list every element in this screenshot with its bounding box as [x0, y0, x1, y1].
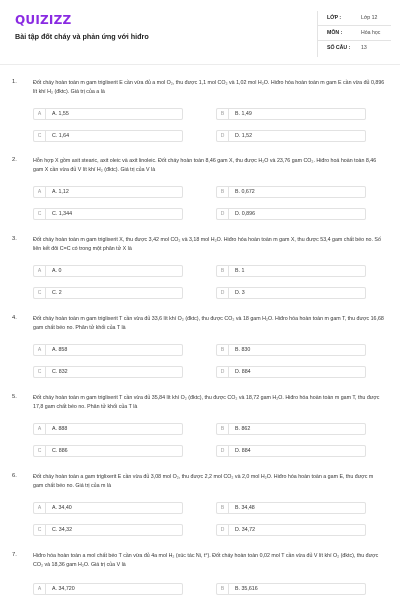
option-letter: A: [34, 109, 46, 119]
option-b[interactable]: [216, 186, 366, 198]
option-a[interactable]: [33, 502, 183, 514]
option-letter: D: [217, 288, 229, 298]
option-letter: B: [217, 109, 229, 119]
option-text: D. 884: [235, 448, 251, 454]
option-c[interactable]: [33, 524, 183, 536]
option-letter: C: [34, 367, 46, 377]
option-letter: D: [217, 446, 229, 456]
question-text: Hỗn hợp X gồm axit stearic, axit oleic và axit linoleic. Đốt cháy hoàn toàn 8,46 gam X, thu được H₂O và 23,76 gam CO₂. Hiđro hoá hoàn toàn 8,46 gam X cần vừa đủ V lít khí H₂ (đktc). Giá trị của V là: [33, 158, 377, 173]
option-text: A. 34,720: [52, 586, 75, 592]
option-text: D. 0,896: [235, 211, 256, 217]
option-letter: B: [217, 584, 229, 594]
option-letter: A: [34, 187, 46, 197]
question-text: Đốt cháy hoàn toàn a gam triglixerit E cần vừa đủ 3,08 mol O₂, thu được 2,2 mol CO₂ và 2,0 mol H₂O. Hiđro hóa hoàn toàn a gam E, thu được m gam chất béo no. Giá trị của m là: [33, 474, 374, 489]
option-text: B. 34,48: [235, 505, 255, 511]
option-text: D. 3: [235, 290, 245, 296]
option-b[interactable]: [216, 108, 366, 120]
option-letter: B: [217, 345, 229, 355]
meta-key: LỚP :: [327, 15, 342, 21]
option-letter: B: [217, 266, 229, 276]
question-text: Hiđro hóa hoàn toàn a mol chất béo T cần vừa đủ 4a mol H₂ (xúc tác Ni, t°). Đốt cháy hoàn toàn 0,02 mol T cần vừa đủ V lít khí O₂ (đktc), thu được CO₂ và 18,36 gam H₂O. Giá trị của V là: [33, 553, 379, 568]
option-letter: B: [217, 187, 229, 197]
meta-row-class: [317, 11, 391, 26]
option-text: C. 2: [52, 290, 62, 296]
option-text: B. 862: [235, 426, 251, 432]
question-number: 7.: [12, 552, 17, 558]
option-text: B. 1,49: [235, 111, 252, 117]
option-d[interactable]: [216, 130, 366, 142]
option-letter: A: [34, 424, 46, 434]
question-number: 5.: [12, 394, 17, 400]
option-letter: A: [34, 266, 46, 276]
page-title: Bài tập đốt cháy và phản ứng với hiđro: [15, 32, 149, 41]
meta-row-count: [317, 41, 391, 56]
option-letter: C: [34, 525, 46, 535]
meta-key: MÔN :: [327, 30, 343, 36]
option-text: A. 34,40: [52, 505, 72, 511]
option-text: C. 832: [52, 369, 68, 375]
option-text: A. 858: [52, 347, 68, 353]
meta-value: Lớp 12: [361, 15, 378, 21]
option-text: B. 1: [235, 268, 245, 274]
option-c[interactable]: [33, 366, 183, 378]
option-d[interactable]: [216, 208, 366, 220]
option-c[interactable]: [33, 208, 183, 220]
question-number: 6.: [12, 473, 17, 479]
option-d[interactable]: [216, 366, 366, 378]
option-c[interactable]: [33, 130, 183, 142]
option-text: B. 830: [235, 347, 251, 353]
worksheet-header: [0, 0, 400, 64]
option-a[interactable]: [33, 423, 183, 435]
option-text: C. 886: [52, 448, 68, 454]
option-d[interactable]: [216, 524, 366, 536]
option-text: B. 0,672: [235, 189, 255, 195]
option-b[interactable]: [216, 583, 366, 595]
option-text: D. 34,72: [235, 527, 256, 533]
option-b[interactable]: [216, 423, 366, 435]
option-letter: D: [217, 131, 229, 141]
option-c[interactable]: [33, 445, 183, 457]
option-letter: C: [34, 131, 46, 141]
question-text: Đốt cháy hoàn toàn m gam triglixerit E cần vừa đủ a mol O₂, thu được 1,1 mol CO₂ và 1,02 mol H₂O. Hiđro hóa hoàn toàn m gam E cần vừa đủ 0,896 lít khí H₂ (đktc). Giá trị của a là: [33, 80, 385, 95]
option-text: C. 34,32: [52, 527, 73, 533]
option-letter: C: [34, 288, 46, 298]
question-number: 4.: [12, 315, 17, 321]
option-text: D. 1,52: [235, 133, 253, 139]
question-text: Đốt cháy hoàn toàn m gam triglixerit T cần vừa đủ 35,84 lít khí O₂ (đktc), thu được CO₂ và 18,72 gam H₂O. Hiđro hóa hoàn toàn m gam T, thu được 17,8 gam chất béo no. Phân tử khối của T là: [33, 395, 380, 410]
option-letter: B: [217, 503, 229, 513]
meta-value: Hóa học: [361, 30, 381, 36]
option-d[interactable]: [216, 445, 366, 457]
question-number: 1.: [12, 79, 17, 85]
meta-value: 13: [361, 45, 367, 51]
option-a[interactable]: [33, 108, 183, 120]
option-letter: C: [34, 446, 46, 456]
option-letter: D: [217, 525, 229, 535]
option-text: C. 1,64: [52, 133, 70, 139]
option-text: A. 1,12: [52, 189, 69, 195]
option-letter: A: [34, 503, 46, 513]
question-number: 3.: [12, 236, 17, 242]
quizizz-logo: QUIZIZZ: [15, 13, 72, 27]
option-text: A. 888: [52, 426, 68, 432]
question-number: 2.: [12, 157, 17, 163]
option-a[interactable]: [33, 344, 183, 356]
option-c[interactable]: [33, 287, 183, 299]
option-letter: D: [217, 367, 229, 377]
option-b[interactable]: [216, 502, 366, 514]
option-a[interactable]: [33, 186, 183, 198]
option-b[interactable]: [216, 265, 366, 277]
meta-key: SỐ CÂU :: [327, 45, 351, 51]
option-text: D. 884: [235, 369, 251, 375]
option-d[interactable]: [216, 287, 366, 299]
option-text: C. 1,344: [52, 211, 73, 217]
option-letter: A: [34, 345, 46, 355]
meta-row-subject: [317, 26, 391, 41]
option-b[interactable]: [216, 344, 366, 356]
question-text: Đốt cháy hoàn toàn m gam triglixerit X, thu được 3,42 mol CO₂ và 3,18 mol H₂O. Hiđro hóa hoàn toàn m gam X, thu được 53,4 gam chất béo no. Số liên kết đôi C=C có trong một phân tử X là: [33, 237, 381, 252]
option-letter: B: [217, 424, 229, 434]
option-a[interactable]: [33, 265, 183, 277]
option-letter: D: [217, 209, 229, 219]
option-letter: C: [34, 209, 46, 219]
option-text: A. 0: [52, 268, 62, 274]
question-text: Đốt cháy hoàn toàn m gam triglixerit T cần vừa đủ 33,6 lít khí O₂ (đktc), thu được CO₂ và 18 gam H₂O. Hiđro hóa hoàn toàn m gam T, thu được 16,68 gam chất béo no. Phân tử khối của T là: [33, 316, 384, 331]
option-text: A. 1,55: [52, 111, 69, 117]
header-divider: [0, 64, 400, 65]
option-text: B. 35,616: [235, 586, 258, 592]
option-letter: A: [34, 584, 46, 594]
option-a[interactable]: [33, 583, 183, 595]
